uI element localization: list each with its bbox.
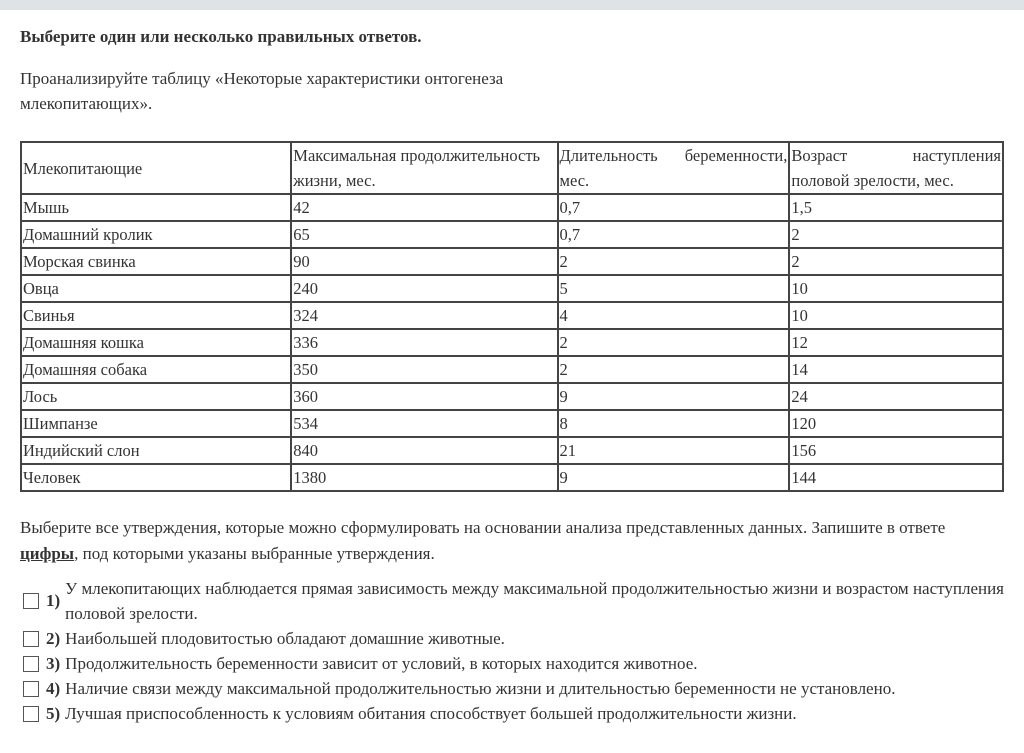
cell-max-lifespan: 1380 — [291, 464, 557, 491]
question-emphasis: цифры — [20, 544, 75, 563]
cell-maturity-age: 24 — [789, 383, 1003, 410]
cell-mammal: Шимпанзе — [21, 410, 291, 437]
option-text: Наибольшей плодовитостью обладают домашние животные. — [65, 629, 505, 648]
option-text: Лучшая приспособленность к условиям обитания способствует большей продолжительности жизни. — [65, 704, 797, 723]
task-instruction: Выберите один или несколько правильных ответов. — [20, 27, 422, 46]
cell-max-lifespan: 534 — [291, 410, 557, 437]
cell-mammal: Овца — [21, 275, 291, 302]
cell-maturity-age: 1,5 — [789, 194, 1003, 221]
header-cell-gestation: Длительность беременности, мес. — [558, 142, 790, 194]
option-number: 2) — [46, 628, 61, 648]
answer-option-1[interactable] — [20, 576, 1004, 626]
table-row — [21, 437, 1003, 464]
cell-mammal: Домашняя кошка — [21, 329, 291, 356]
cell-maturity-age: 156 — [789, 437, 1003, 464]
table-row — [21, 221, 1003, 248]
cell-max-lifespan: 360 — [291, 383, 557, 410]
cell-max-lifespan: 90 — [291, 248, 557, 275]
table-row — [21, 302, 1003, 329]
cell-maturity-age: 2 — [789, 248, 1003, 275]
cell-max-lifespan: 240 — [291, 275, 557, 302]
cell-maturity-age: 144 — [789, 464, 1003, 491]
cell-max-lifespan: 65 — [291, 221, 557, 248]
cell-gestation: 0,7 — [558, 194, 790, 221]
cell-maturity-age: 12 — [789, 329, 1003, 356]
table-row — [21, 383, 1003, 410]
cell-gestation: 4 — [558, 302, 790, 329]
top-bar — [0, 0, 1024, 10]
table-row — [21, 410, 1003, 437]
ontogenesis-table — [20, 141, 1004, 492]
cell-max-lifespan: 350 — [291, 356, 557, 383]
cell-maturity-age: 14 — [789, 356, 1003, 383]
cell-mammal: Индийский слон — [21, 437, 291, 464]
table-row — [21, 275, 1003, 302]
option-number: 4) — [46, 678, 61, 698]
answer-option-4[interactable] — [20, 676, 1004, 701]
cell-max-lifespan: 324 — [291, 302, 557, 329]
table-row — [21, 356, 1003, 383]
cell-mammal: Мышь — [21, 194, 291, 221]
option-number: 5) — [46, 703, 61, 723]
question-text-before: Выберите все утверждения, которые можно сформулировать на основании анализа представленных данных. Запишите в ответе — [20, 518, 946, 537]
option-number: 1) — [46, 591, 61, 610]
cell-mammal: Человек — [21, 464, 291, 491]
option-text: Наличие связи между максимальной продолжительностью жизни и длительностью беременности не установлено. — [65, 679, 896, 698]
answer-option-2[interactable] — [20, 626, 1004, 651]
cell-gestation: 2 — [558, 356, 790, 383]
answer-checkbox[interactable] — [23, 706, 39, 722]
option-number: 3) — [46, 653, 61, 673]
cell-max-lifespan: 336 — [291, 329, 557, 356]
cell-gestation: 5 — [558, 275, 790, 302]
table-row — [21, 248, 1003, 275]
option-text: У млекопитающих наблюдается прямая зависимость между максимальной продолжительностью жизни и возрастом наступления половой зрелости. — [65, 579, 1004, 623]
cell-maturity-age: 120 — [789, 410, 1003, 437]
table-row — [21, 329, 1003, 356]
cell-max-lifespan: 840 — [291, 437, 557, 464]
table-row — [21, 194, 1003, 221]
option-text: Продолжительность беременности зависит от условий, в которых находится животное. — [65, 654, 698, 673]
cell-mammal: Свинья — [21, 302, 291, 329]
cell-mammal: Лось — [21, 383, 291, 410]
cell-gestation: 9 — [558, 464, 790, 491]
cell-gestation: 8 — [558, 410, 790, 437]
cell-gestation: 2 — [558, 248, 790, 275]
header-cell-mammals: Млекопитающие — [21, 142, 291, 194]
answer-option-5[interactable] — [20, 701, 1004, 726]
task-intro: Проанализируйте таблицу «Некоторые характеристики онтогенеза млекопитающих». — [20, 69, 504, 113]
cell-maturity-age: 10 — [789, 302, 1003, 329]
cell-mammal: Морская свинка — [21, 248, 291, 275]
header-cell-max-lifespan: Максимальная продолжительность жизни, мес. — [291, 142, 557, 194]
question-text — [20, 515, 1004, 567]
answer-checkbox[interactable] — [23, 631, 39, 647]
table-header-row — [21, 142, 1003, 194]
cell-mammal: Домашняя собака — [21, 356, 291, 383]
cell-gestation: 2 — [558, 329, 790, 356]
cell-gestation: 0,7 — [558, 221, 790, 248]
cell-gestation: 21 — [558, 437, 790, 464]
cell-maturity-age: 10 — [789, 275, 1003, 302]
answer-options — [20, 576, 1004, 726]
answer-checkbox[interactable] — [23, 593, 39, 609]
answer-checkbox[interactable] — [23, 681, 39, 697]
cell-maturity-age: 2 — [789, 221, 1003, 248]
table-row — [21, 464, 1003, 491]
question-text-after: , под которыми указаны выбранные утверждения. — [74, 544, 435, 563]
cell-mammal: Домашний кролик — [21, 221, 291, 248]
cell-max-lifespan: 42 — [291, 194, 557, 221]
answer-checkbox[interactable] — [23, 656, 39, 672]
cell-gestation: 9 — [558, 383, 790, 410]
answer-option-3[interactable] — [20, 651, 1004, 676]
header-cell-maturity-age: Возраст наступления половой зрелости, мес. — [789, 142, 1003, 194]
